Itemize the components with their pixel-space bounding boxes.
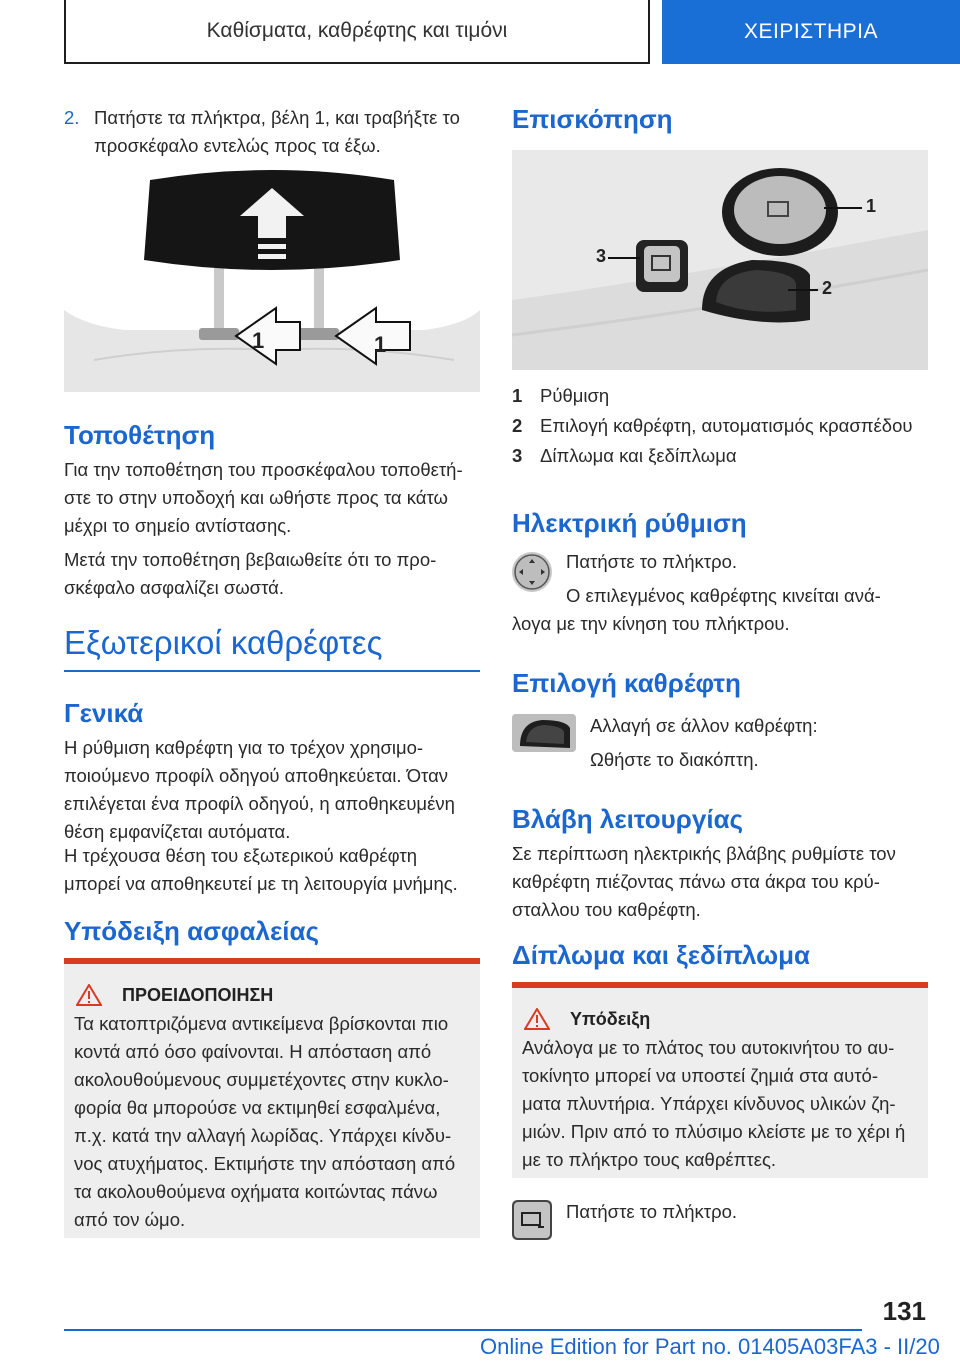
text-line: μπορεί να αποθηκευτεί με τη λειτουργία μνήμης. bbox=[64, 873, 458, 894]
electric-text-2: Ο επιλεγμένος καθρέφτης κινείται ανά- bbox=[566, 585, 881, 606]
warning-triangle-icon bbox=[76, 984, 102, 1006]
header-section-title: Καθίσματα, καθρέφτης και τιμόνι bbox=[64, 0, 650, 64]
text-line: σταλλου του καθρέφτη. bbox=[512, 899, 701, 920]
placement-paragraph-1 bbox=[64, 456, 484, 540]
text-line: Η ρύθμιση καθρέφτη για το τρέχον χρησιμο- bbox=[64, 737, 424, 758]
malfunction-paragraph bbox=[512, 840, 932, 924]
overview-list bbox=[512, 382, 932, 472]
mirror-fold-button-icon bbox=[512, 1200, 552, 1240]
text-line: τα ακολουθούμενα οχήματα κοιτώντας πάνω bbox=[74, 1181, 438, 1202]
electric-text-3: λογα με την κίνηση του πλήκτρου. bbox=[512, 613, 790, 634]
text-line: ακολουθούμενους συμμετέχοντες στην κυκλο- bbox=[74, 1069, 449, 1090]
warning-text bbox=[74, 1010, 480, 1234]
text-line: θέση εμφανίζεται αυτόματα. bbox=[64, 821, 291, 842]
step-2 bbox=[64, 104, 484, 160]
list-item bbox=[512, 442, 932, 472]
list-item-text: Ρύθμιση bbox=[540, 385, 610, 406]
text-line: ποιούμενο προφίλ οδηγού αποθηκεύεται. Όταν bbox=[64, 765, 449, 786]
electric-text-1: Πατήστε το πλήκτρο. bbox=[566, 551, 738, 572]
figure-callout-1b: 1 bbox=[374, 332, 387, 357]
text-line: Τα κατοπτριζόμενα αντικείμενα βρίσκονται πιο bbox=[74, 1013, 449, 1034]
text-line: καθρέφτη πιέζοντας πάνω στα άκρα του κρύ- bbox=[512, 871, 880, 892]
list-item bbox=[512, 382, 932, 412]
note-text bbox=[522, 1034, 928, 1174]
text-line: Σε περίπτωση ηλεκτρικής βλάβης ρυθμίστε τον bbox=[512, 843, 896, 864]
text-line: σκέφαλο ασφαλίζει σωστά. bbox=[64, 577, 284, 598]
warning-box bbox=[64, 958, 480, 1238]
text-line: Ανάλογα με το πλάτος του αυτοκινήτου το αυ- bbox=[522, 1037, 895, 1058]
headrest-figure bbox=[64, 160, 480, 392]
text-line: νος ατυχήματος. Εκτιμήστε την απόσταση από bbox=[74, 1153, 456, 1174]
text-line: από τον ώμο. bbox=[74, 1209, 186, 1230]
footer-edition: Online Edition for Part no. 01405A03FA3 - II/20 bbox=[480, 1334, 940, 1359]
text-line: στε το στην υποδοχή και ωθήστε προς τα κάτω bbox=[64, 487, 448, 508]
heading-mirror-select: Επιλογή καθρέφτη bbox=[512, 668, 741, 698]
list-item-number: 3 bbox=[512, 445, 523, 466]
select-text-2: Ωθήστε το διακόπτη. bbox=[590, 749, 759, 770]
warning-triangle-icon bbox=[524, 1008, 550, 1030]
text-line: με το πλήκτρο τους καθρέπτες. bbox=[522, 1149, 776, 1170]
text-line: π.χ. κατά την αλλαγή λωρίδας. Υπάρχει κίνδυ- bbox=[74, 1125, 452, 1146]
text-line: τοκίνητο μπορεί να υποστεί ζημιά στα αυτό- bbox=[522, 1065, 878, 1086]
note-title: Υπόδειξη bbox=[570, 1008, 651, 1029]
list-item bbox=[512, 412, 932, 442]
figure-callout-3: 3 bbox=[596, 246, 607, 266]
text-line: επιλέγεται ένα προφίλ οδηγού, η αποθηκευμένη bbox=[64, 793, 455, 814]
heading-malfunction: Βλάβη λειτουργίας bbox=[512, 804, 744, 834]
figure-callout-1: 1 bbox=[252, 328, 265, 353]
list-item-number: 1 bbox=[512, 385, 523, 406]
text-line: μιών. Πριν από το πλύσιμο κλείστε με το χέρι ή bbox=[522, 1121, 906, 1142]
general-paragraph-1 bbox=[64, 734, 484, 846]
placement-paragraph-2 bbox=[64, 546, 484, 602]
heading-electric-adjustment: Ηλεκτρική ρύθμιση bbox=[512, 508, 747, 538]
step-text-line: Πατήστε τα πλήκτρα, βέλη 1, και τραβήξτε το bbox=[94, 107, 460, 128]
text-line: Για την τοποθέτηση του προσκέφαλου τοποθετή- bbox=[64, 459, 463, 480]
list-item-text: Δίπλωμα και ξεδίπλωμα bbox=[540, 445, 737, 466]
heading-general: Γενικά bbox=[64, 698, 144, 728]
fold-text: Πατήστε το πλήκτρο. bbox=[566, 1201, 738, 1222]
mirror-controls-figure bbox=[512, 150, 928, 370]
heading-overview: Επισκόπηση bbox=[512, 104, 673, 134]
warning-bar bbox=[64, 958, 480, 964]
mirror-adjust-button-icon bbox=[512, 552, 552, 592]
list-item-text: Επιλογή καθρέφτη, αυτοματισμός κρασπέδου bbox=[540, 415, 913, 436]
step-text-line: προσκέφαλο εντελώς προς τα έξω. bbox=[94, 135, 381, 156]
heading-exterior-mirrors: Εξωτερικοί καθρέφτες bbox=[64, 624, 383, 661]
note-bar bbox=[512, 982, 928, 988]
section-rule bbox=[64, 670, 480, 672]
heading-placement: Τοποθέτηση bbox=[64, 420, 216, 450]
warning-title: ΠΡΟΕΙΔΟΠΟΙΗΣΗ bbox=[122, 984, 274, 1005]
heading-fold: Δίπλωμα και ξεδίπλωμα bbox=[512, 940, 810, 970]
text-line: ματα πλυντήρια. Υπάρχει κίνδυνος υλικών ζη- bbox=[522, 1093, 896, 1114]
step-number: 2. bbox=[64, 107, 80, 128]
text-line: φορία θα μπορούσε να εκτιμηθεί εσφαλμένα, bbox=[74, 1097, 441, 1118]
figure-callout-1: 1 bbox=[866, 196, 877, 216]
text-line: μέχρι το σημείο αντίστασης. bbox=[64, 515, 292, 536]
list-item-number: 2 bbox=[512, 415, 523, 436]
figure-callout-2: 2 bbox=[822, 278, 833, 298]
page-number: 131 bbox=[882, 1296, 926, 1326]
text-line: Μετά την τοποθέτηση βεβαιωθείτε ότι το προ- bbox=[64, 549, 437, 570]
mirror-selector-switch-icon bbox=[512, 714, 576, 752]
select-text-1: Αλλαγή σε άλλον καθρέφτη: bbox=[590, 715, 818, 736]
header-chapter-tab[interactable]: ΧΕΙΡΙΣΤΗΡΙΑ bbox=[662, 0, 960, 64]
general-paragraph-2 bbox=[64, 842, 484, 898]
text-line: Η τρέχουσα θέση του εξωτερικού καθρέφτη bbox=[64, 845, 418, 866]
heading-safety: Υπόδειξη ασφαλείας bbox=[64, 916, 320, 946]
footer-rule bbox=[64, 1329, 862, 1331]
text-line: κοντά από όσο φαίνονται. Η απόσταση από bbox=[74, 1041, 432, 1062]
note-box bbox=[512, 982, 928, 1178]
